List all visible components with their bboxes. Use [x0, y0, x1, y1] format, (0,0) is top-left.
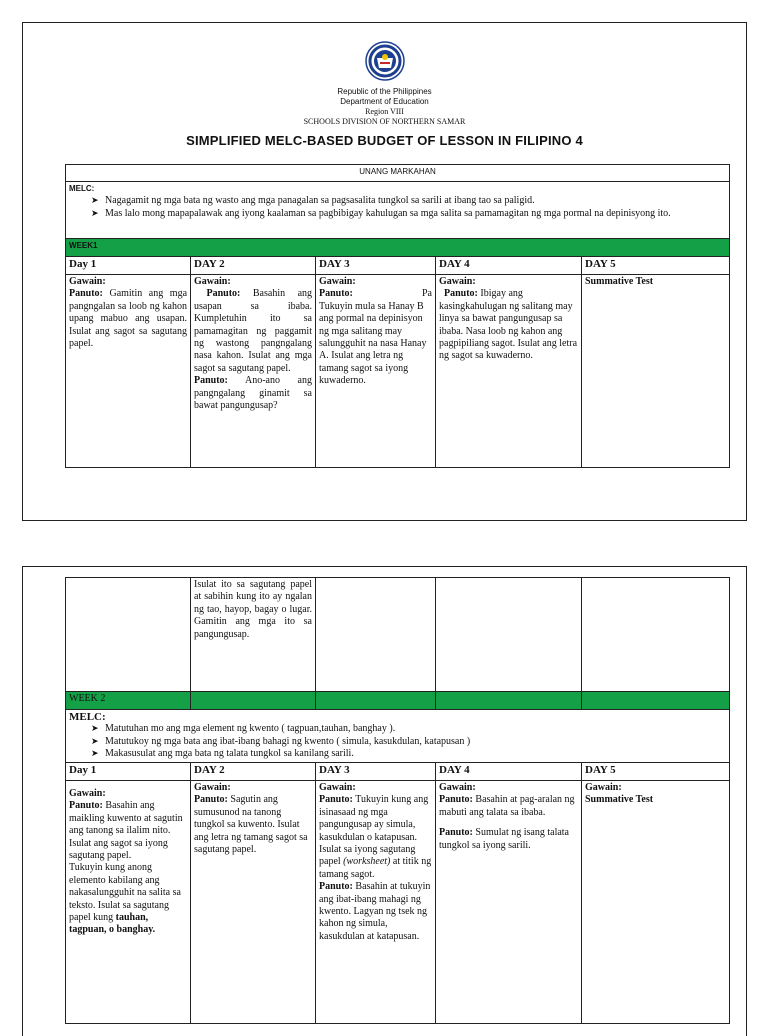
week1-label: WEEK1	[66, 239, 730, 257]
gawain-label: Gawain:	[319, 276, 356, 287]
continued-day4-cell	[436, 578, 582, 692]
activity-text: Basahin ang maikling kuwento at sagutin ang tanong sa ilalim nito. Isulat ang sagot sa iyong sagutang papel.	[69, 800, 183, 862]
week1-day4-cell	[436, 275, 582, 468]
document-header	[23, 41, 746, 148]
activity-text-fragment: Pa	[422, 288, 432, 300]
day-header: DAY 3	[316, 763, 436, 781]
melc-list	[69, 723, 726, 760]
melc-item: ➤ Mas lalo mong mapapalawak ang iyong kaalaman sa pagbibigay kahulugan sa mga salita sa pamamagitan ng mga pormal na depinisyong ito.	[91, 208, 726, 220]
activity-text: Basahin at tukuyin ang ibat-ibang mahagi ng kwento. Lagyan ng tsek ng kahon ng simula, kasukdulan at katapusan.	[319, 881, 431, 942]
region-line: Region VIII	[365, 107, 404, 116]
week2-green-cell	[582, 692, 730, 710]
activity-text: Basahin ang usapan sa ibaba. Kumpletuhin ito sa pamamagitan ng paggamit ng wastong pangngalang nasa kahon. Isulat ang mga sagot sa sagutang papel.	[194, 288, 313, 374]
day-header: DAY 5	[582, 763, 730, 781]
melc-item: ➤ Makasusulat ang mga bata ng talata tungkol sa kanilang sarili.	[91, 748, 726, 760]
melc-list	[69, 195, 726, 220]
continued-day2-cell	[191, 578, 316, 692]
activity-text: Basahin at pag-aralan ng mabuti ang talata sa ibaba.	[439, 794, 575, 818]
panuto-label: Panuto:	[206, 288, 241, 300]
day-header: DAY 4	[436, 257, 582, 275]
week1-table	[65, 164, 730, 468]
week2-label: WEEK 2	[66, 692, 191, 710]
panuto-label: Panuto:	[69, 800, 103, 812]
document-title: SIMPLIFIED MELC-BASED BUDGET OF LESSON IN FILIPINO 4	[186, 133, 583, 148]
activity-text: Sumulat ng isang talata tungkol sa iyong sarili.	[439, 827, 569, 851]
continued-day5-cell	[582, 578, 730, 692]
week2-green-cell	[436, 692, 582, 710]
deped-seal-icon	[365, 41, 405, 81]
activity-text: Ano-ano ang pangngalang ginamit sa bawat pangungusap?	[194, 375, 312, 412]
continued-day1-cell	[66, 578, 191, 692]
document-page-1	[22, 22, 747, 521]
panuto-label: Panuto:	[319, 881, 353, 893]
panuto-label: Panuto:	[69, 288, 103, 300]
melc-item: ➤ Matutukoy ng mga bata ang ibat-ibang bahagi ng kwento ( simula, kasukdulan, katapusan )	[91, 736, 726, 748]
division-line: SCHOOLS DIVISION OF NORTHERN SAMAR	[303, 117, 466, 126]
week2-day2-cell	[191, 781, 316, 1024]
melc-item: ➤ Nagagamit ng mga bata ng wasto ang mga panagalan sa pagsasalita tungkol sa sarili at ibang tao sa paligid.	[91, 195, 726, 207]
week2-day4-cell	[436, 781, 582, 1024]
week1-day1-cell	[66, 275, 191, 468]
panuto-label: Panuto:	[439, 827, 473, 839]
gawain-label: Gawain:	[439, 782, 476, 793]
activity-text: Tukuyin kung ang isinasaad ng mga pangungusap ay simula, kasukdulan o katapusan. Isulat sa iyong sagutang papel	[319, 794, 429, 868]
day-header: DAY 2	[191, 257, 316, 275]
week2-day5-cell	[582, 781, 730, 1024]
activity-text: Gamitin ang mga pangngalan sa loob ng kahon upang mabuo ang usapan. Isulat ang sagot sa sagutang papel.	[69, 288, 188, 350]
summative-test: Summative Test	[585, 794, 654, 806]
day-header: DAY 3	[316, 257, 436, 275]
week2-day1-cell	[66, 781, 191, 1024]
week2-melc	[66, 710, 730, 763]
week2-green-cell	[316, 692, 436, 710]
melc-label: MELC:	[69, 711, 106, 723]
week1-day5-cell	[582, 275, 730, 468]
activity-italic-text: (worksheet)	[343, 856, 391, 868]
week2-table	[65, 577, 730, 1024]
gawain-label: Gawain:	[319, 782, 356, 793]
activity-text: Tukuyin kung anong elemento kabilang ang nakasalungguhit na salita sa teksto. Isulat sa sagutang papel kung	[69, 862, 181, 924]
activity-text: Tukuyin mula sa Hanay B ang pormal na depinisyon ng mga salitang may salungguhit na nasa Hanay A. Isulat ang letra ng tamang sagot sa iyong kuwaderno.	[319, 300, 427, 387]
activity-text: Isulat ito sa sagutang papel at sabihin kung ito ay ngalan ng tao, hayop, bagay o lugar. Gamitin ang mga ito sa pangungusap.	[194, 579, 312, 640]
department-line: Department of Education	[340, 97, 429, 106]
summative-test: Summative Test	[585, 276, 654, 287]
week1-melc	[66, 182, 730, 239]
panuto-label: Panuto:	[194, 375, 228, 387]
gawain-label: Gawain:	[69, 788, 106, 799]
activity-text: Sagutin ang sumusunod na tanong tungkol sa kuwento. Isulat ang letra ng tamang sagot sa sagutang papel.	[194, 794, 308, 856]
day-header: DAY 2	[191, 763, 316, 781]
melc-label: MELC:	[69, 184, 95, 193]
republic-line: Republic of the Philippines	[337, 87, 432, 96]
gawain-label: Gawain:	[439, 276, 476, 287]
week1-day3-cell	[316, 275, 436, 468]
panuto-label: Panuto:	[194, 794, 228, 806]
gawain-label: Gawain:	[69, 276, 106, 287]
day-header: Day 1	[66, 257, 191, 275]
week1-day2-cell	[191, 275, 316, 468]
melc-item: ➤ Matutuhan mo ang mga element ng kwento ( tagpuan,tauhan, banghay ).	[91, 723, 726, 735]
panuto-label: Panuto:	[444, 288, 478, 300]
panuto-label: Panuto:	[319, 288, 353, 300]
day-header: DAY 5	[582, 257, 730, 275]
quarter-heading: UNANG MARKAHAN	[66, 165, 730, 182]
week2-green-cell	[191, 692, 316, 710]
continued-day3-cell	[316, 578, 436, 692]
panuto-label: Panuto:	[439, 794, 473, 806]
gawain-label: Gawain:	[194, 782, 231, 793]
activity-text: Ibigay ang kasingkahulugan ng salitang may linya sa bawat pangungusap sa ibaba. Nasa loob ng kahon ang pagpipiliang sagot. Isulat ang letra ng sagot sa kuwaderno.	[439, 288, 578, 362]
gawain-label: Gawain:	[194, 276, 231, 287]
day-header: Day 1	[66, 763, 191, 781]
activity-bold-text: tauhan, tagpuan, o banghay.	[69, 912, 156, 936]
panuto-label: Panuto:	[319, 794, 353, 806]
document-page-2	[22, 566, 747, 1036]
gawain-label: Gawain:	[585, 782, 622, 793]
day-header: DAY 4	[436, 763, 582, 781]
activity-text: at titik ng tamang sagot.	[319, 856, 432, 880]
week2-day3-cell	[316, 781, 436, 1024]
